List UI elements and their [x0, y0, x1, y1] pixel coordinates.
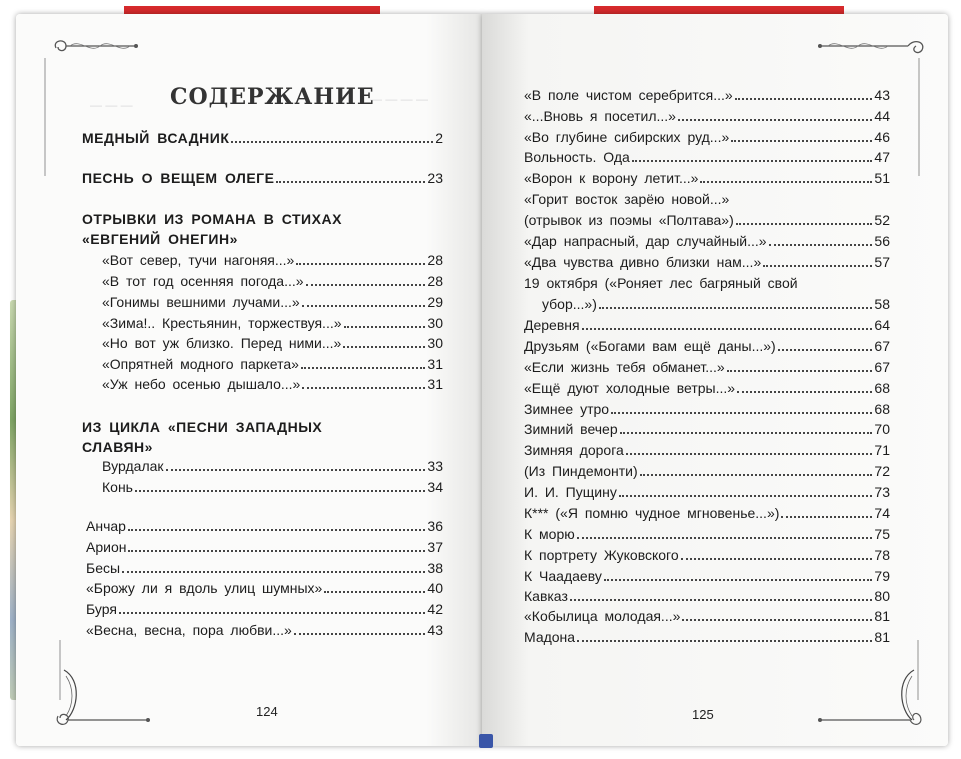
leader-dots — [611, 412, 872, 414]
entry-title: Зимнее утро — [524, 401, 610, 417]
toc-entry[interactable] — [524, 461, 890, 481]
entry-title: Зимний вечер — [524, 421, 618, 437]
leader-dots — [166, 469, 426, 471]
entry-page: 30 — [427, 335, 443, 351]
entry-title: «Вот север, тучи нагоняя...» — [102, 252, 295, 268]
toc-entry[interactable] — [524, 378, 890, 398]
page-number: 125 — [692, 707, 714, 722]
entry-page: 81 — [874, 608, 890, 624]
entry-title: Конь — [102, 479, 133, 495]
page-title: СОДЕРЖАНИЕ — [170, 84, 375, 110]
entry-title: МЕДНЫЙ ВСАДНИК — [82, 130, 230, 146]
entry-page: 81 — [874, 629, 890, 645]
entry-title: К*** («Я помню чудное мгновенье...») — [524, 505, 780, 521]
leader-dots — [731, 140, 872, 142]
toc-entry[interactable] — [524, 524, 890, 544]
toc-entry[interactable] — [524, 399, 890, 419]
entry-page: 33 — [427, 458, 443, 474]
entry-page: 80 — [874, 588, 890, 604]
entry-title-line2: (отрывок из поэмы «Полтава») — [524, 212, 734, 228]
entry-page: 30 — [427, 315, 443, 331]
entry-title: «Ещё дуют холодные ветры...» — [524, 380, 736, 396]
vertical-flourish-icon — [912, 58, 926, 178]
vertical-flourish-icon — [38, 58, 52, 178]
entry-page: 43 — [874, 87, 890, 103]
leader-dots — [769, 244, 873, 246]
entry-title: Кавказ — [524, 588, 568, 604]
leader-dots — [735, 98, 873, 100]
leader-dots — [128, 550, 425, 552]
entry-title: «Уж небо осенью дышало...» — [102, 376, 301, 392]
entry-page: 67 — [874, 338, 890, 354]
entry-page: 52 — [874, 212, 890, 228]
spine-edge — [479, 734, 493, 748]
entry-page: 2 — [435, 130, 443, 146]
corner-quill-flourish-icon — [52, 640, 152, 730]
leader-dots — [577, 537, 873, 539]
leader-dots — [727, 370, 873, 372]
entry-title: «В поле чистом серебрится...» — [524, 87, 733, 103]
leader-dots — [343, 346, 425, 348]
entry-page: 79 — [874, 568, 890, 584]
leader-dots — [302, 305, 426, 307]
entry-page: 78 — [874, 547, 890, 563]
leader-dots — [626, 453, 873, 455]
entry-page: 56 — [874, 233, 890, 249]
entry-title: Друзьям («Богами вам ещё даны...») — [524, 338, 776, 354]
section-heading: ИЗ ЦИКЛА «ПЕСНИ ЗАПАДНЫХ — [82, 419, 323, 435]
entry-title: «Два чувства дивно близки нам...» — [524, 254, 762, 270]
entry-page: 43 — [427, 622, 443, 638]
section-heading: СЛАВЯН» — [82, 439, 153, 455]
entry-title: «...Вновь я посетил...» — [524, 108, 676, 124]
toc-entry[interactable] — [524, 231, 890, 251]
leader-dots — [231, 141, 433, 143]
toc-entry[interactable] — [86, 516, 443, 536]
leader-dots — [700, 181, 872, 183]
entry-title: ПЕСНЬ О ВЕЩЕМ ОЛЕГЕ — [82, 170, 275, 186]
entry-title: И. И. Пущину — [524, 484, 617, 500]
corner-flourish-icon — [50, 36, 140, 58]
entry-page: 31 — [427, 356, 443, 372]
leader-dots — [778, 349, 873, 351]
entry-page: 28 — [427, 252, 443, 268]
leader-dots — [577, 640, 872, 642]
entry-page: 47 — [874, 149, 890, 165]
entry-title: Зимняя дорога — [524, 442, 624, 458]
toc-entry[interactable] — [82, 168, 443, 188]
toc-entry[interactable] — [524, 482, 890, 502]
toc-entry[interactable] — [524, 168, 890, 188]
entry-page: 23 — [427, 170, 443, 186]
entry-title: «В тот год осенняя погода...» — [102, 273, 304, 289]
entry-page: 28 — [427, 273, 443, 289]
toc-entry[interactable] — [524, 586, 890, 606]
toc-entry[interactable] — [102, 292, 443, 312]
entry-page: 36 — [427, 518, 443, 534]
entry-page: 58 — [874, 296, 890, 312]
entry-title: Буря — [86, 601, 117, 617]
leader-dots — [582, 328, 873, 330]
entry-page: 72 — [874, 463, 890, 479]
corner-quill-flourish-icon — [818, 640, 928, 730]
toc-entry[interactable] — [524, 336, 890, 356]
entry-title: К морю — [524, 526, 575, 542]
leader-dots — [632, 160, 873, 162]
leader-dots — [736, 223, 873, 225]
entry-title: «Но вот уж близко. Перед ними...» — [102, 335, 342, 351]
leader-dots — [620, 432, 873, 434]
toc-entry[interactable] — [524, 440, 890, 460]
toc-entry[interactable] — [524, 127, 890, 147]
section-heading: «ЕВГЕНИЙ ОНЕГИН» — [82, 231, 238, 247]
entry-page: 31 — [427, 376, 443, 392]
toc-entry[interactable] — [102, 313, 443, 333]
toc-entry[interactable] — [524, 566, 890, 586]
entry-title: Бесы — [86, 560, 121, 576]
toc-entry[interactable] — [524, 419, 890, 439]
leader-dots — [681, 558, 873, 560]
leader-dots — [306, 284, 426, 286]
leader-dots — [344, 326, 426, 328]
leader-dots — [294, 633, 426, 635]
entry-page: 70 — [874, 421, 890, 437]
leader-dots — [301, 367, 425, 369]
entry-title: «Во глубине сибирских руд...» — [524, 129, 730, 145]
entry-title: «Дар напрасный, дар случайный...» — [524, 233, 767, 249]
toc-entry[interactable] — [524, 627, 890, 647]
toc-entry[interactable] — [524, 606, 890, 626]
entry-page: 74 — [874, 505, 890, 521]
toc-entry[interactable] — [102, 354, 443, 374]
entry-page: 57 — [874, 254, 890, 270]
toc-entry[interactable] — [524, 147, 890, 167]
entry-title: «Если жизнь тебя обманет...» — [524, 359, 725, 375]
leader-dots — [678, 119, 872, 121]
page-number: 124 — [256, 704, 278, 719]
entry-page: 38 — [427, 560, 443, 576]
entry-title: Вольность. Ода — [524, 149, 630, 165]
entry-page: 46 — [874, 129, 890, 145]
entry-page: 71 — [874, 442, 890, 458]
entry-title: «Весна, весна, пора любви...» — [86, 622, 292, 638]
entry-title: «Зима!.. Крестьянин, торжествуя...» — [102, 315, 342, 331]
toc-entry[interactable] — [86, 578, 443, 598]
leader-dots — [599, 307, 873, 309]
entry-title-line2: убор...») — [542, 296, 597, 312]
leader-dots — [122, 571, 425, 573]
toc-entry[interactable] — [524, 503, 890, 523]
leader-dots — [640, 474, 873, 476]
entry-title: «Кобылица молодая...» — [524, 608, 681, 624]
toc-entry[interactable] — [542, 294, 890, 314]
leader-dots — [682, 619, 872, 621]
entry-page: 37 — [427, 539, 443, 555]
entry-title: К портрету Жуковского — [524, 547, 679, 563]
entry-title: Анчар — [86, 518, 126, 534]
toc-entry[interactable] — [524, 106, 890, 126]
toc-entry[interactable] — [86, 558, 443, 578]
show-through-text: — — — — — [370, 92, 429, 106]
entry-title: «Брожу ли я вдоль улиц шумных» — [86, 580, 323, 596]
entry-title: Деревня — [524, 317, 580, 333]
toc-entry[interactable] — [86, 620, 443, 640]
leader-dots — [781, 516, 872, 518]
leader-dots — [604, 579, 873, 581]
entry-page: 34 — [427, 479, 443, 495]
toc-entry[interactable] — [102, 374, 443, 394]
entry-page: 29 — [427, 294, 443, 310]
leader-dots — [619, 495, 873, 497]
toc-entry[interactable] — [82, 128, 443, 148]
entry-title: «Гонимы вешними лучами...» — [102, 294, 300, 310]
entry-page: 44 — [874, 108, 890, 124]
toc-entry[interactable] — [86, 599, 443, 619]
entry-page: 64 — [874, 317, 890, 333]
entry-title: Вурдалак — [102, 458, 164, 474]
section-heading: ОТРЫВКИ ИЗ РОМАНА В СТИХАХ — [82, 211, 342, 227]
toc-entry[interactable] — [102, 333, 443, 353]
entry-page: 75 — [874, 526, 890, 542]
toc-entry[interactable] — [524, 210, 890, 230]
toc-entry[interactable] — [102, 271, 443, 291]
entry-title: «Ворон к ворону летит...» — [524, 170, 699, 186]
entry-title: Мадона — [524, 629, 576, 645]
entry-page: 68 — [874, 380, 890, 396]
toc-entry[interactable] — [86, 537, 443, 557]
entry-page: 51 — [874, 170, 890, 186]
leader-dots — [737, 391, 872, 393]
entry-page: 42 — [427, 601, 443, 617]
entry-title: (Из Пиндемонти) — [524, 463, 638, 479]
toc-entry[interactable] — [102, 456, 443, 476]
entry-title: «Опрятней модного паркета» — [102, 356, 299, 372]
toc-entry[interactable] — [524, 85, 890, 105]
leader-dots — [119, 612, 425, 614]
entry-title: К Чаадаеву — [524, 568, 602, 584]
leader-dots — [763, 265, 872, 267]
show-through-text: — — — — [90, 98, 133, 112]
entry-page: 67 — [874, 359, 890, 375]
leader-dots — [128, 529, 425, 531]
toc-entry[interactable] — [524, 315, 890, 335]
toc-entry[interactable] — [102, 250, 443, 270]
leader-dots — [296, 263, 425, 265]
entry-title-line1[interactable]: «Горит восток зарёю новой...» — [524, 191, 730, 207]
entry-title-line1[interactable]: 19 октября («Роняет лес багряный свой — [524, 275, 798, 291]
leader-dots — [276, 181, 425, 183]
entry-page: 40 — [427, 580, 443, 596]
entry-page: 73 — [874, 484, 890, 500]
leader-dots — [570, 599, 873, 601]
toc-entry[interactable] — [524, 545, 890, 565]
leader-dots — [135, 490, 425, 492]
leader-dots — [302, 387, 425, 389]
corner-flourish-icon — [818, 36, 928, 58]
leader-dots — [324, 591, 425, 593]
toc-entry[interactable] — [524, 252, 890, 272]
toc-entry[interactable] — [102, 477, 443, 497]
toc-entry[interactable] — [524, 357, 890, 377]
entry-page: 68 — [874, 401, 890, 417]
entry-title: Арион — [86, 539, 127, 555]
